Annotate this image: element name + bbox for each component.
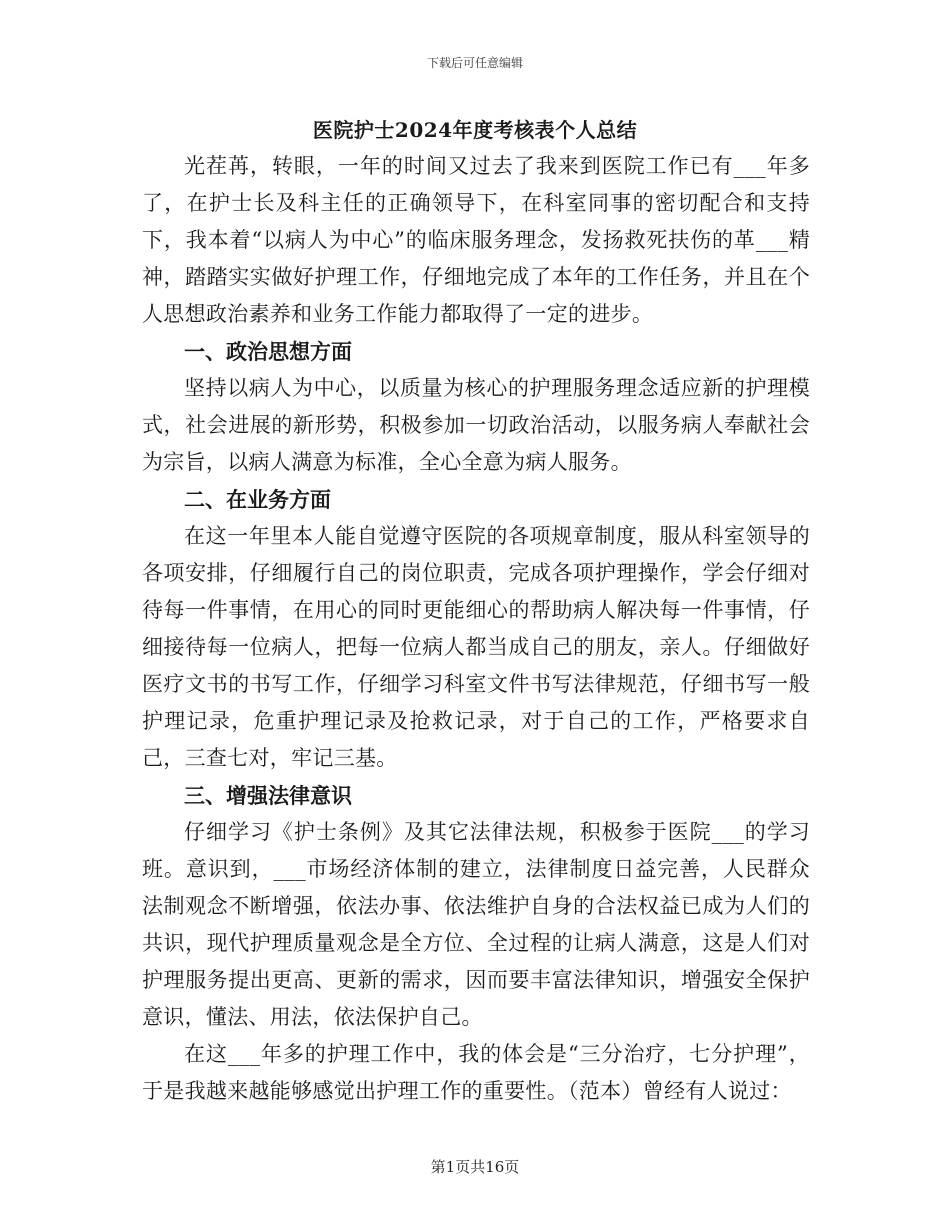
document-body (142, 148, 810, 1110)
section-paragraph: 仔细学习《护士条例》及其它法律法规，积极参于医院___的学习班。意识到，___市场经济体制的建立，法律制度日益完善，人民群众法制观念不断增强，依法办事、依法维护自身的合法权益已成为人们的共识，现代护理质量观念是全方位、全过程的让病人满意，这是人们对护理服务提出更高、更新的需求，因而要丰富法律知识，增强安全保护意识，懂法、用法，依法保护自己。 (142, 820, 810, 1029)
document-title: 医院护士2024年度考核表个人总结 (312, 118, 638, 142)
section-heading-business: 二、在业务方面 (184, 487, 331, 512)
section-heading-politics: 一、政治思想方面 (184, 339, 352, 364)
intro-paragraph: 光茬苒，转眼，一年的时间又过去了我来到医院工作已有___年多了，在护士长及科主任的正确领导下，在科室同事的密切配合和支持下，我本着“以病人为中心”的临床服务理念，发扬救死扶伤的革___精神，踏踏实实做好护理工作，仔细地完成了本年的工作任务，并且在个人思想政治素养和业务工作能力都取得了一定的进步。 (142, 154, 810, 326)
section-heading-law: 三、增强法律意识 (184, 783, 352, 808)
header-note: 下载后可任意编辑 (426, 56, 523, 70)
section-paragraph: 在这一年里本人能自觉遵守医院的各项规章制度，服从科室领导的各项安排，仔细履行自己的岗位职责，完成各项护理操作，学会仔细对待每一件事情，在用心的同时更能细心的帮助病人解决每一件事情，仔细接待每一位病人，把每一位病人都当成自己的朋友，亲人。仔细做好医疗文书的书写工作，仔细学习科室文件书写法律规范，仔细书写一般护理记录，危重护理记录及抢救记录，对于自己的工作，严格要求自己，三查七对，牢记三基。 (142, 524, 810, 770)
page-number: 第1页共16页 (430, 1158, 520, 1176)
section-paragraph: 在这___年多的护理工作中，我的体会是“三分治疗，七分护理”，于是我越来越能够感觉出护理工作的重要性。（范本）曾经有人说过： (142, 1042, 810, 1103)
section-paragraph: 坚持以病人为中心，以质量为核心的护理服务理念适应新的护理模式，社会进展的新形势，积极参加一切政治活动，以服务病人奉献社会为宗旨，以病人满意为标准，全心全意为病人服务。 (142, 376, 810, 474)
